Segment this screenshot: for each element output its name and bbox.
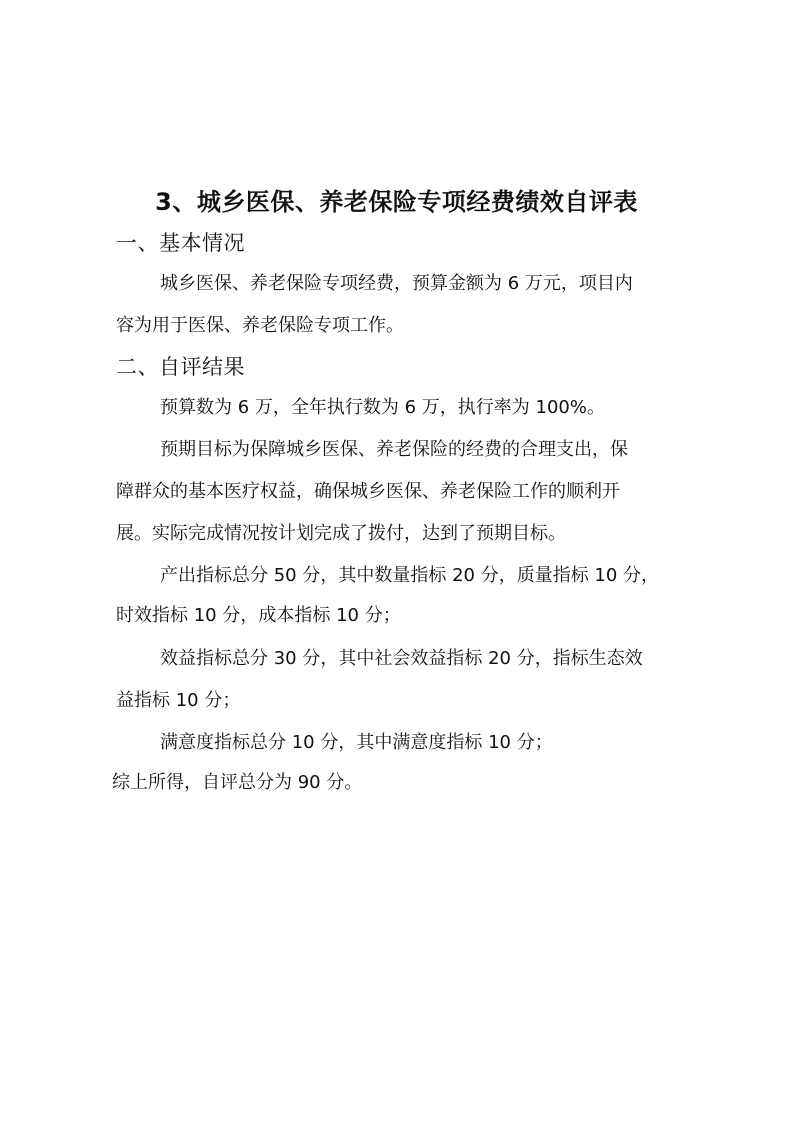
paragraph-line: 满意度指标总分 10 分，其中满意度指标 10 分； xyxy=(160,732,553,753)
section-heading-self-evaluation: 二、自评结果 xyxy=(116,355,245,379)
paragraph-line: 效益指标总分 30 分，其中社会效益指标 20 分，指标生态效 xyxy=(160,648,643,669)
paragraph-line: 预期目标为保障城乡医保、养老保险的经费的合理支出，保 xyxy=(160,439,628,460)
paragraph-line: 益指标 10 分； xyxy=(116,690,241,711)
paragraph-line: 城乡医保、养老保险专项经费，预算金额为 6 万元，项目内 xyxy=(160,273,633,294)
paragraph-line: 预算数为 6 万，全年执行数为 6 万，执行率为 100%。 xyxy=(160,397,605,418)
paragraph-line: 展。实际完成情况按计划完成了拨付，达到了预期目标。 xyxy=(116,523,566,544)
paragraph-line: 综上所得，自评总分为 90 分。 xyxy=(112,772,363,793)
paragraph-line: 障群众的基本医疗权益，确保城乡医保、养老保险工作的顺利开 xyxy=(116,481,620,502)
paragraph-line: 容为用于医保、养老保险专项工作。 xyxy=(116,315,404,336)
document-title: 3、城乡医保、养老保险专项经费绩效自评表 xyxy=(155,188,638,216)
section-heading-basic-info: 一、基本情况 xyxy=(116,231,245,255)
paragraph-line: 时效指标 10 分，成本指标 10 分； xyxy=(116,605,401,626)
paragraph-line: 产出指标总分 50 分，其中数量指标 20 分，质量指标 10 分， xyxy=(160,565,660,586)
